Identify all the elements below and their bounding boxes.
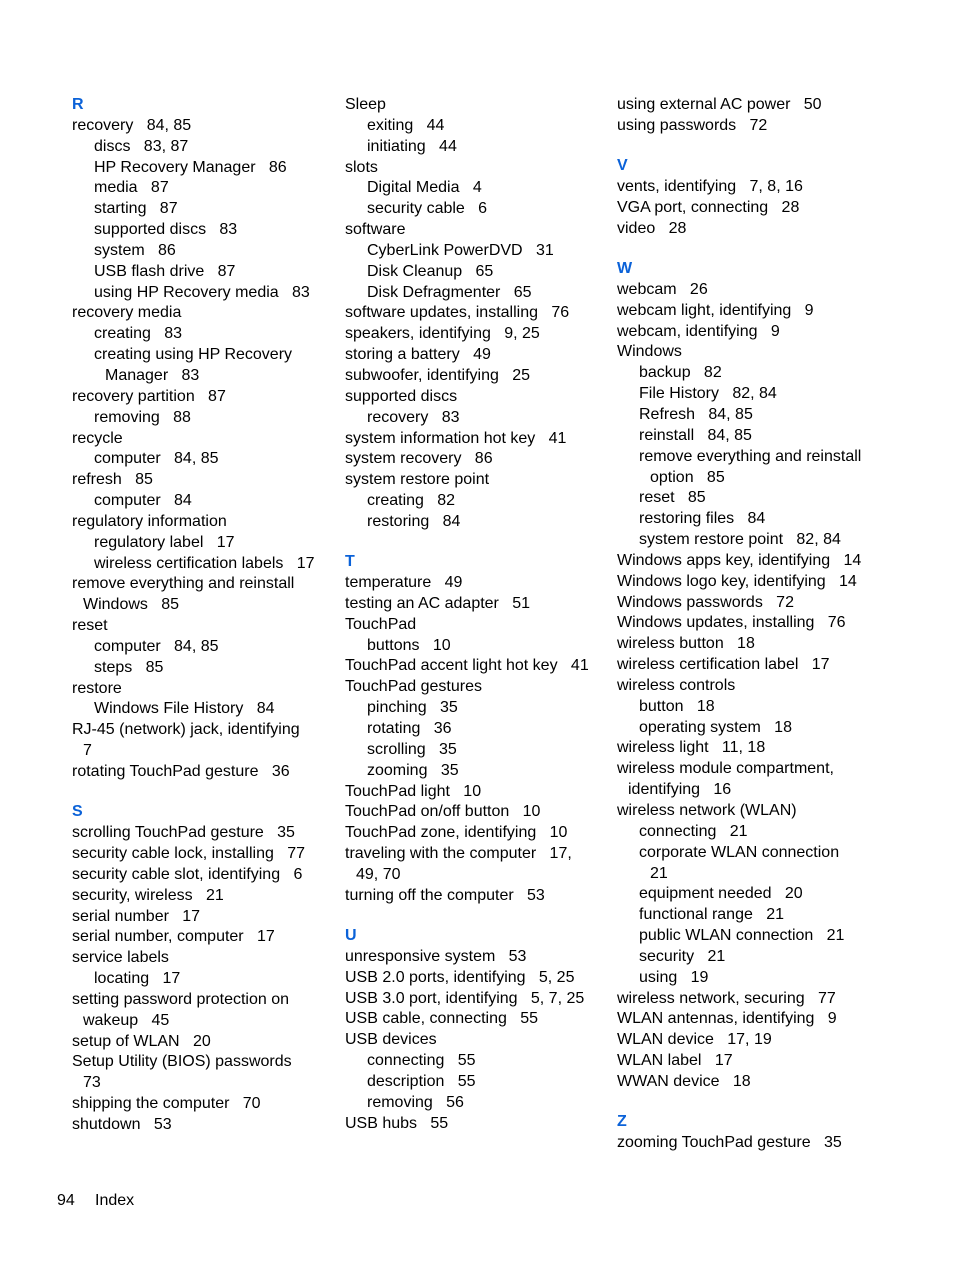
index-entry: storing a battery 49 bbox=[345, 346, 491, 364]
index-subentry: Digital Media 4 bbox=[367, 179, 482, 197]
section-spacer bbox=[617, 1093, 879, 1113]
index-subentry: starting 87 bbox=[94, 200, 178, 218]
index-entry: TouchPad accent light hot key 41 bbox=[345, 657, 589, 675]
index-entry: Windows 85 bbox=[83, 596, 180, 614]
index-subentry: removing 56 bbox=[367, 1093, 464, 1111]
index-subentry: scrolling 35 bbox=[367, 740, 457, 758]
index-entry: WLAN device 17, 19 bbox=[617, 1031, 772, 1049]
index-subentry: regulatory label 17 bbox=[94, 533, 235, 551]
index-entry: system recovery 86 bbox=[345, 450, 493, 468]
index-entry: TouchPad gestures bbox=[345, 678, 482, 696]
index-subentry: discs 83, 87 bbox=[94, 137, 189, 155]
index-subentry: system restore point 82, 84 bbox=[639, 531, 841, 549]
index-entry: unresponsive system 53 bbox=[345, 947, 527, 965]
index-subentry: restoring files 84 bbox=[639, 510, 766, 528]
index-entry: testing an AC adapter 51 bbox=[345, 594, 531, 612]
index-subentry: Disk Defragmenter 65 bbox=[367, 283, 532, 301]
index-entry: zooming TouchPad gesture 35 bbox=[617, 1134, 842, 1152]
index-subentry: option 85 bbox=[650, 468, 725, 486]
index-entry: TouchPad bbox=[345, 615, 417, 633]
index-entry: USB 3.0 port, identifying 5, 7, 25 bbox=[345, 989, 585, 1007]
index-subentry: steps 85 bbox=[94, 658, 164, 676]
index-entry: setup of WLAN 20 bbox=[72, 1032, 211, 1050]
index-entry: 49, 70 bbox=[356, 865, 401, 883]
index-subentry: connecting 55 bbox=[367, 1052, 476, 1070]
section-spacer bbox=[345, 907, 607, 927]
index-entry: recovery 84, 85 bbox=[72, 116, 192, 134]
index-entry: video 28 bbox=[617, 219, 687, 237]
index-entry: recovery media bbox=[72, 304, 182, 322]
index-subentry: security 21 bbox=[639, 947, 726, 965]
index-subentry: locating 17 bbox=[94, 970, 181, 988]
index-entry: remove everything and reinstall bbox=[72, 575, 295, 593]
index-entry: recycle bbox=[72, 429, 123, 447]
index-entry: slots bbox=[345, 158, 378, 176]
index-subentry: backup 82 bbox=[639, 364, 722, 382]
index-entry: WWAN device 18 bbox=[617, 1072, 751, 1090]
section-spacer bbox=[617, 137, 879, 157]
index-entry: restore bbox=[72, 679, 122, 697]
index-column-1 bbox=[72, 95, 334, 1136]
index-subentry: wireless certification labels 17 bbox=[94, 554, 315, 572]
index-entry: USB cable, connecting 55 bbox=[345, 1010, 539, 1028]
index-entry: temperature 49 bbox=[345, 574, 463, 592]
section-spacer bbox=[617, 240, 879, 260]
index-subentry: creating using HP Recovery bbox=[94, 346, 293, 364]
index-letter-heading: W bbox=[617, 260, 633, 278]
index-entry: wireless controls bbox=[617, 676, 736, 694]
index-entry: turning off the computer 53 bbox=[345, 886, 545, 904]
index-subentry: description 55 bbox=[367, 1072, 476, 1090]
index-letter-heading: V bbox=[617, 157, 628, 175]
index-subentry: computer 84, 85 bbox=[94, 637, 219, 655]
index-subentry: connecting 21 bbox=[639, 822, 748, 840]
index-entry: regulatory information bbox=[72, 512, 227, 530]
index-entry: software bbox=[345, 221, 406, 239]
index-subentry: recovery 83 bbox=[367, 408, 460, 426]
index-entry: system restore point bbox=[345, 471, 490, 489]
index-subentry: Disk Cleanup 65 bbox=[367, 262, 494, 280]
index-subentry: using HP Recovery media 83 bbox=[94, 283, 310, 301]
index-entry: wireless button 18 bbox=[617, 635, 755, 653]
index-entry: software updates, installing 76 bbox=[345, 304, 570, 322]
index-letter-heading: Z bbox=[617, 1113, 627, 1131]
index-subentry: Manager 83 bbox=[105, 366, 200, 384]
index-subentry: media 87 bbox=[94, 179, 169, 197]
index-entry: Windows updates, installing 76 bbox=[617, 614, 846, 632]
index-entry: vents, identifying 7, 8, 16 bbox=[617, 178, 803, 196]
index-entry: Sleep bbox=[345, 96, 386, 113]
section-spacer bbox=[72, 783, 334, 803]
index-entry: reset bbox=[72, 617, 108, 635]
index-subentry: functional range 21 bbox=[639, 906, 784, 924]
index-subentry: restoring 84 bbox=[367, 512, 461, 530]
index-entry: WLAN label 17 bbox=[617, 1052, 733, 1070]
index-subentry: removing 88 bbox=[94, 408, 191, 426]
index-entry: wireless network (WLAN) bbox=[617, 802, 797, 819]
index-subentry: Windows File History 84 bbox=[94, 700, 275, 718]
page-footer bbox=[57, 1191, 134, 1211]
index-subentry: security cable 6 bbox=[367, 200, 488, 218]
footer-section-title: Index bbox=[95, 1192, 135, 1209]
index-entry: using external AC power 50 bbox=[617, 96, 822, 113]
index-subentry: buttons 10 bbox=[367, 636, 451, 654]
index-entry: 7 bbox=[83, 742, 92, 760]
index-entry: webcam 26 bbox=[617, 280, 708, 298]
index-entry: wireless light 11, 18 bbox=[617, 739, 766, 757]
index-entry: Setup Utility (BIOS) passwords bbox=[72, 1053, 292, 1071]
index-entry: wakeup 45 bbox=[83, 1011, 170, 1029]
index-entry: 73 bbox=[83, 1074, 101, 1092]
index-entry: wireless certification label 17 bbox=[617, 656, 830, 674]
index-entry: scrolling TouchPad gesture 35 bbox=[72, 824, 295, 842]
index-subentry: HP Recovery Manager 86 bbox=[94, 158, 287, 176]
index-subentry: rotating 36 bbox=[367, 719, 452, 737]
index-subentry: public WLAN connection 21 bbox=[639, 927, 845, 945]
index-entry: using passwords 72 bbox=[617, 116, 768, 134]
index-column-2 bbox=[345, 95, 607, 1135]
index-subentry: File History 82, 84 bbox=[639, 385, 777, 403]
index-entry: security, wireless 21 bbox=[72, 886, 224, 904]
index-entry: Windows passwords 72 bbox=[617, 593, 794, 611]
index-entry: service labels bbox=[72, 949, 169, 967]
index-subentry: 21 bbox=[650, 864, 668, 882]
index-subentry: computer 84, 85 bbox=[94, 450, 219, 468]
index-subentry: creating 82 bbox=[367, 492, 456, 510]
index-entry: traveling with the computer 17, bbox=[345, 845, 572, 863]
index-entry: WLAN antennas, identifying 9 bbox=[617, 1010, 837, 1028]
index-entry: webcam light, identifying 9 bbox=[617, 301, 814, 319]
index-entry: wireless module compartment, bbox=[617, 760, 834, 778]
index-subentry: computer 84 bbox=[94, 492, 192, 510]
index-entry: setting password protection on bbox=[72, 990, 290, 1008]
index-entry: USB hubs 55 bbox=[345, 1114, 449, 1132]
index-subentry: Refresh 84, 85 bbox=[639, 405, 753, 423]
index-entry: Windows apps key, identifying 14 bbox=[617, 551, 862, 569]
index-letter-heading: R bbox=[72, 96, 84, 113]
index-subentry: supported discs 83 bbox=[94, 221, 238, 239]
index-subentry: reset 85 bbox=[639, 489, 706, 507]
index-letter-heading: S bbox=[72, 803, 83, 821]
index-entry: rotating TouchPad gesture 36 bbox=[72, 763, 290, 780]
index-letter-heading: T bbox=[345, 553, 355, 571]
index-entry: TouchPad zone, identifying 10 bbox=[345, 824, 568, 842]
index-entry: webcam, identifying 9 bbox=[617, 322, 780, 340]
index-entry: USB devices bbox=[345, 1031, 437, 1049]
index-entry: Windows logo key, identifying 14 bbox=[617, 572, 857, 590]
index-entry: security cable slot, identifying 6 bbox=[72, 865, 303, 883]
index-entry: VGA port, connecting 28 bbox=[617, 198, 800, 216]
index-entry: Windows bbox=[617, 343, 682, 361]
index-entry: subwoofer, identifying 25 bbox=[345, 366, 531, 384]
index-subentry: corporate WLAN connection bbox=[639, 843, 840, 861]
page-number: 94 bbox=[57, 1192, 75, 1209]
index-subentry: zooming 35 bbox=[367, 761, 459, 779]
index-subentry: operating system 18 bbox=[639, 718, 792, 736]
index-entry: identifying 16 bbox=[628, 781, 732, 799]
index-letter-heading: U bbox=[345, 927, 357, 945]
index-entry: security cable lock, installing 77 bbox=[72, 845, 305, 863]
index-entry: serial number 17 bbox=[72, 907, 201, 925]
index-subentry: USB flash drive 87 bbox=[94, 262, 236, 280]
index-subentry: equipment needed 20 bbox=[639, 885, 803, 903]
section-spacer bbox=[345, 533, 607, 553]
index-entry: shipping the computer 70 bbox=[72, 1095, 261, 1113]
index-entry: wireless network, securing 77 bbox=[617, 989, 836, 1007]
index-subentry: remove everything and reinstall bbox=[639, 447, 862, 465]
index-entry: system information hot key 41 bbox=[345, 429, 567, 447]
index-entry: serial number, computer 17 bbox=[72, 928, 275, 946]
index-entry: refresh 85 bbox=[72, 471, 153, 489]
index-subentry: exiting 44 bbox=[367, 116, 445, 134]
index-subentry: pinching 35 bbox=[367, 699, 458, 717]
index-entry: USB 2.0 ports, identifying 5, 25 bbox=[345, 968, 575, 986]
index-entry: TouchPad light 10 bbox=[345, 782, 482, 800]
index-entry: shutdown 53 bbox=[72, 1116, 172, 1133]
index-entry: recovery partition 87 bbox=[72, 387, 226, 405]
index-entry: speakers, identifying 9, 25 bbox=[345, 325, 540, 343]
index-subentry: using 19 bbox=[639, 968, 709, 986]
index-subentry: system 86 bbox=[94, 241, 176, 259]
index-entry: RJ-45 (network) jack, identifying bbox=[72, 721, 300, 739]
index-subentry: reinstall 84, 85 bbox=[639, 426, 752, 444]
index-subentry: button 18 bbox=[639, 697, 715, 715]
index-entry: TouchPad on/off button 10 bbox=[345, 803, 541, 821]
index-entry: supported discs bbox=[345, 387, 458, 405]
index-column-3 bbox=[617, 95, 879, 1154]
index-subentry: creating 83 bbox=[94, 325, 183, 343]
index-subentry: initiating 44 bbox=[367, 137, 457, 155]
index-subentry: CyberLink PowerDVD 31 bbox=[367, 241, 554, 259]
